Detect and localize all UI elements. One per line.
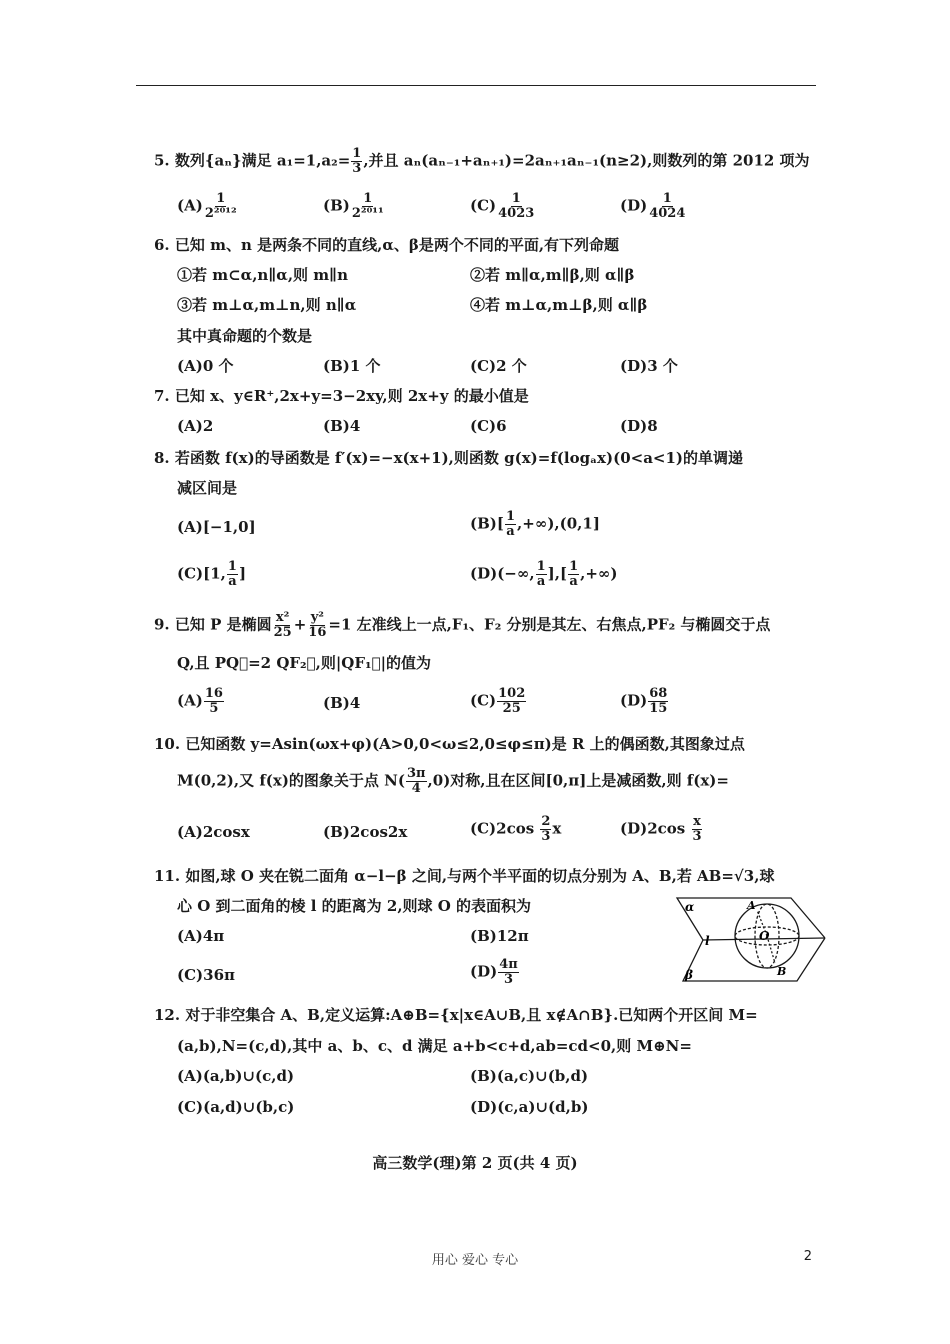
q6-option-d: (D)3 个 bbox=[620, 357, 678, 375]
q6-option-c: (C)2 个 bbox=[470, 357, 527, 375]
q6-ask: 其中真命题的个数是 bbox=[177, 327, 313, 345]
q10-option-d: (D)2cos $\frac{x}{3}$ bbox=[620, 814, 702, 844]
q7-option-a: (A)2 bbox=[177, 417, 214, 435]
q10-stem-line1: 10. 已知函数 y=Asin(ωx+φ)(A>0,0<ω≤2,0≤φ≤π)是 R 上的偶函数,其图象过点 bbox=[154, 735, 745, 753]
q5-option-a: (A) $\frac{1}{\text{2²⁰¹²}}$ bbox=[177, 191, 237, 221]
page-footer: 高三数学(理)第 2 页(共 4 页) bbox=[372, 1154, 578, 1172]
q6-option-a: (A)0 个 bbox=[177, 357, 234, 375]
q8-stem-line2: 减区间是 bbox=[177, 479, 238, 497]
q6-prop-3: ③若 m⊥α,m⊥n,则 n∥α bbox=[177, 296, 357, 314]
q9-option-c: (C) $\frac{102}{25}$ bbox=[470, 686, 526, 716]
q11-option-a: (A)4π bbox=[177, 927, 225, 945]
q8-option-c: (C)[1, $\frac{1}{a}$ ] bbox=[177, 559, 247, 589]
q12-option-a: (A)(a,b)∪(c,d) bbox=[177, 1067, 295, 1085]
q12-option-c: (C)(a,d)∪(b,c) bbox=[177, 1098, 295, 1116]
q6-prop-1: ①若 m⊂α,n∥α,则 m∥n bbox=[177, 266, 348, 284]
label-o: O bbox=[759, 929, 770, 943]
q5-option-c: (C) $\frac{1}{4023}$ bbox=[470, 191, 535, 221]
q8-option-d: (D)(−∞, $\frac{1}{a}$ ],[ $\frac{1}{a}$ ,+∞) bbox=[470, 559, 618, 589]
q5-stem: 5. 数列{aₙ}满足 a₁=1,a₂= $\frac{1}{3}$ ,并且 aₙ(aₙ₋₁+aₙ₊₁)=2aₙ₊₁aₙ₋₁(n≥2),则数列的第 2012 项为 bbox=[154, 146, 810, 176]
q7-option-d: (D)8 bbox=[620, 417, 658, 435]
q7-stem: 7. 已知 x、y∈R⁺,2x+y=3−2xy,则 2x+y 的最小值是 bbox=[154, 387, 529, 405]
q9-stem-line1: 9. 已知 P 是椭圆 $\frac{\text{x²}}{25}$ + $\frac{\text{y²}}{16}$ =1 左准线上一点,F₁、F₂ 分别是其左、右焦点,PF₂ 与椭圆交于点 bbox=[154, 610, 771, 640]
header-rule bbox=[136, 85, 816, 86]
q10-option-b: (B)2cos2x bbox=[323, 823, 408, 841]
label-a: A bbox=[747, 899, 756, 912]
q6-option-b: (B)1 个 bbox=[323, 357, 381, 375]
bottom-slogan: 用心 爱心 专心 bbox=[431, 1253, 519, 1268]
label-l: l bbox=[705, 934, 710, 948]
q8-stem-line1: 8. 若函数 f(x)的导函数是 f′(x)=−x(x+1),则函数 g(x)=f(logₐx)(0<a<1)的单调递 bbox=[154, 449, 744, 467]
q12-option-b: (B)(a,c)∪(b,d) bbox=[470, 1067, 589, 1085]
q6-prop-4: ④若 m⊥α,m⊥β,则 α∥β bbox=[470, 296, 648, 314]
q12-stem-line2: (a,b),N=(c,d),其中 a、b、c、d 满足 a+b<c+d,ab=cd<0,则 M⊕N= bbox=[177, 1037, 692, 1055]
q9-option-a: (A) $\frac{16}{5}$ bbox=[177, 686, 223, 716]
q12-option-d: (D)(c,a)∪(d,b) bbox=[470, 1098, 589, 1116]
q9-option-b: (B)4 bbox=[323, 694, 361, 712]
q8-option-a: (A)[−1,0] bbox=[177, 518, 256, 536]
label-alpha: α bbox=[685, 900, 695, 914]
q6-prop-2: ②若 m∥α,m∥β,则 α∥β bbox=[470, 266, 635, 284]
q6-stem: 6. 已知 m、n 是两条不同的直线,α、β是两个不同的平面,有下列命题 bbox=[154, 236, 620, 254]
q11-dihedral-sphere-figure bbox=[655, 893, 830, 988]
q11-option-c: (C)36π bbox=[177, 966, 235, 984]
page-number: 2 bbox=[803, 1249, 812, 1264]
q8-option-b: (B)[ $\frac{1}{a}$ ,+∞),(0,1] bbox=[470, 509, 600, 539]
q7-option-c: (C)6 bbox=[470, 417, 507, 435]
q7-option-b: (B)4 bbox=[323, 417, 361, 435]
q5-option-b: (B) $\frac{1}{\text{2²⁰¹¹}}$ bbox=[323, 191, 384, 221]
q10-option-c: (C)2cos $\frac{2}{3}$ x bbox=[470, 814, 562, 844]
label-beta: β bbox=[685, 968, 693, 982]
label-b: B bbox=[777, 965, 787, 978]
q11-option-b: (B)12π bbox=[470, 927, 529, 945]
q11-option-d: (D) $\frac{4\pi}{3}$ bbox=[470, 957, 518, 987]
q9-option-d: (D) $\frac{68}{15}$ bbox=[620, 686, 668, 716]
q10-option-a: (A)2cosx bbox=[177, 823, 250, 841]
q9-stem-line2: Q,且 PQ⃗=2 QF₂⃗,则|QF₁⃗|的值为 bbox=[177, 654, 432, 672]
q12-stem-line1: 12. 对于非空集合 A、B,定义运算:A⊕B={x|x∈A∪B,且 x∉A∩B}.已知两个开区间 M= bbox=[154, 1006, 758, 1024]
q10-stem-line2: M(0,2),又 f(x)的图象关于点 N( $\frac{3\pi}{4}$ ,0)对称,且在区间[0,π]上是减函数,则 f(x)= bbox=[177, 766, 729, 796]
q5-option-d: (D) $\frac{1}{4024}$ bbox=[620, 191, 686, 221]
q11-stem-line1: 11. 如图,球 O 夹在锐二面角 α−l−β 之间,与两个半平面的切点分别为 A、B,若 AB=√3,球 bbox=[154, 867, 775, 885]
q11-stem-line2: 心 O 到二面角的棱 l 的距离为 2,则球 O 的表面积为 bbox=[177, 897, 532, 915]
